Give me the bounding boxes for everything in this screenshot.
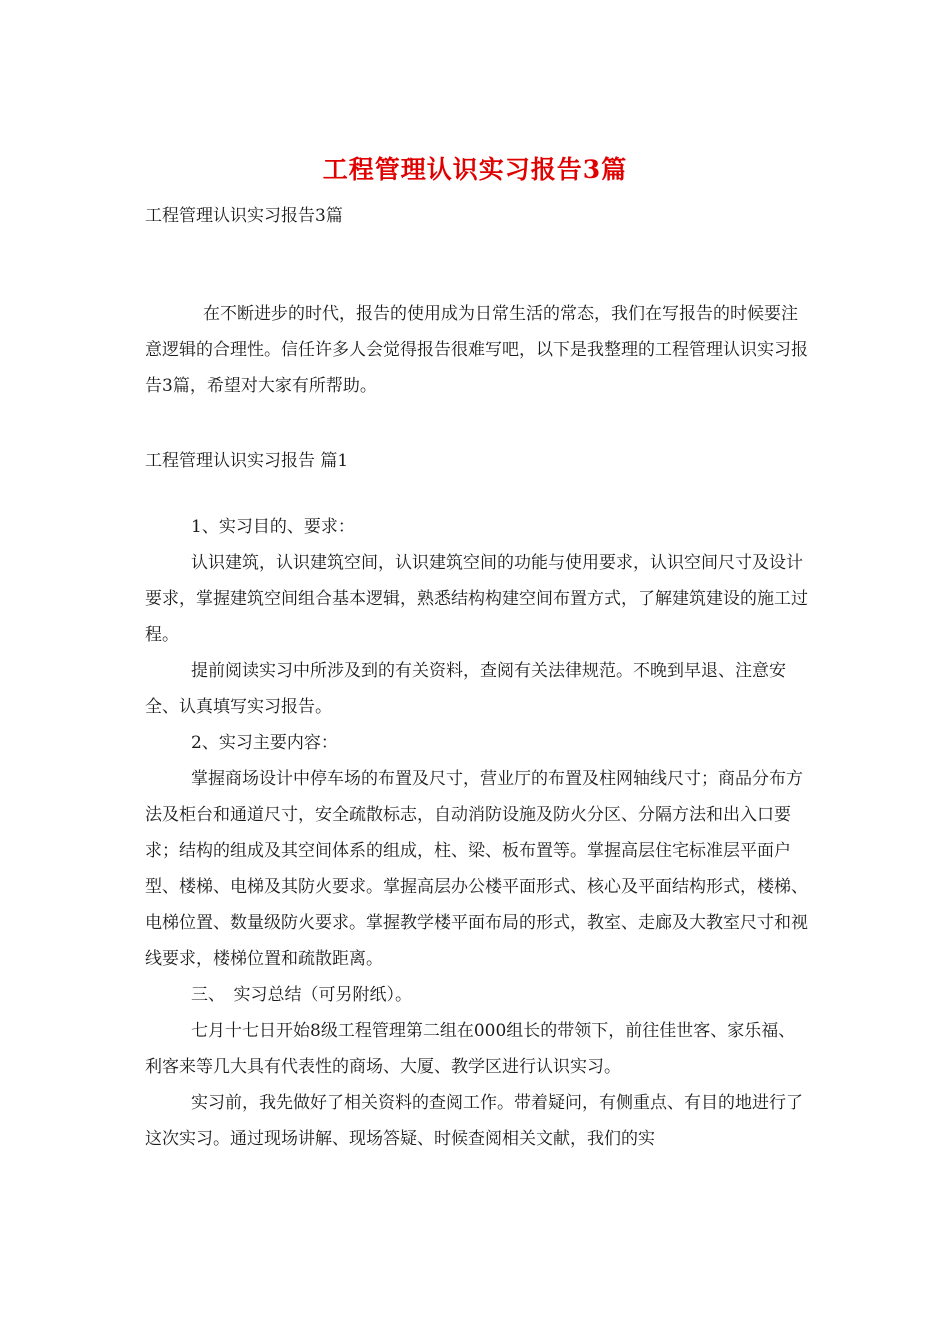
intro-paragraph: 在不断进步的时代，报告的使用成为日常生活的常态，我们在写报告的时候要注意逻辑的合理性。信任许多人会觉得报告很难写吧，以下是我整理的工程管理认识实习报告3篇，希望对大家有所帮助。 <box>145 304 808 396</box>
paragraph-summary-1: 七月十七日开始8级工程管理第二组在000组长的带领下，前往佳世客、家乐福、利客来等几大具有代表性的商场、大厦、教学区进行认识实习。 <box>145 1021 796 1077</box>
paragraph-summary-heading: 三、 实习总结（可另附纸）。 <box>191 985 412 1005</box>
document-subtitle: 工程管理认识实习报告3篇 <box>145 206 343 226</box>
section-heading: 工程管理认识实习报告 篇1 <box>145 451 349 471</box>
intro-block <box>145 296 810 404</box>
paragraph-content-heading: 2、实习主要内容： <box>191 733 338 753</box>
paragraph-content: 掌握商场设计中停车场的布置及尺寸，营业厅的布置及柱网轴线尺寸；商品分布方法及柜台和通道尺寸，安全疏散标志，自动消防设施及防火分区、分隔方法和出入口要求；结构的组成及其空间体系的组成，柱、梁、板布置等。掌握高层住宅标准层平面户型、楼梯、电梯及其防火要求。掌握高层办公楼平面形式、核心及平面结构形式，楼梯、电梯位置、数量级防火要求。掌握教学楼平面布局的形式，教室、走廊及大教室尺寸和视线要求，楼梯位置和疏散距离。 <box>145 769 808 969</box>
paragraph-requirements: 提前阅读实习中所涉及到的有关资料，查阅有关法律规范。不晚到早退、注意安全、认真填写实习报告。 <box>145 661 786 717</box>
paragraph-purpose: 认识建筑，认识建筑空间，认识建筑空间的功能与使用要求，认识空间尺寸及设计要求，掌握建筑空间组合基本逻辑，熟悉结构构建空间布置方式，了解建筑建设的施工过程。 <box>145 553 808 645</box>
paragraph-purpose-heading: 1、实习目的、要求： <box>191 517 355 537</box>
paragraph-summary-2: 实习前，我先做好了相关资料的查阅工作。带着疑问，有侧重点、有目的地进行了这次实习。通过现场讲解、现场答疑、时候查阅相关文献，我们的实 <box>145 1093 803 1149</box>
section-content <box>145 509 810 1157</box>
document-title: 工程管理认识实习报告3篇 <box>322 155 628 184</box>
